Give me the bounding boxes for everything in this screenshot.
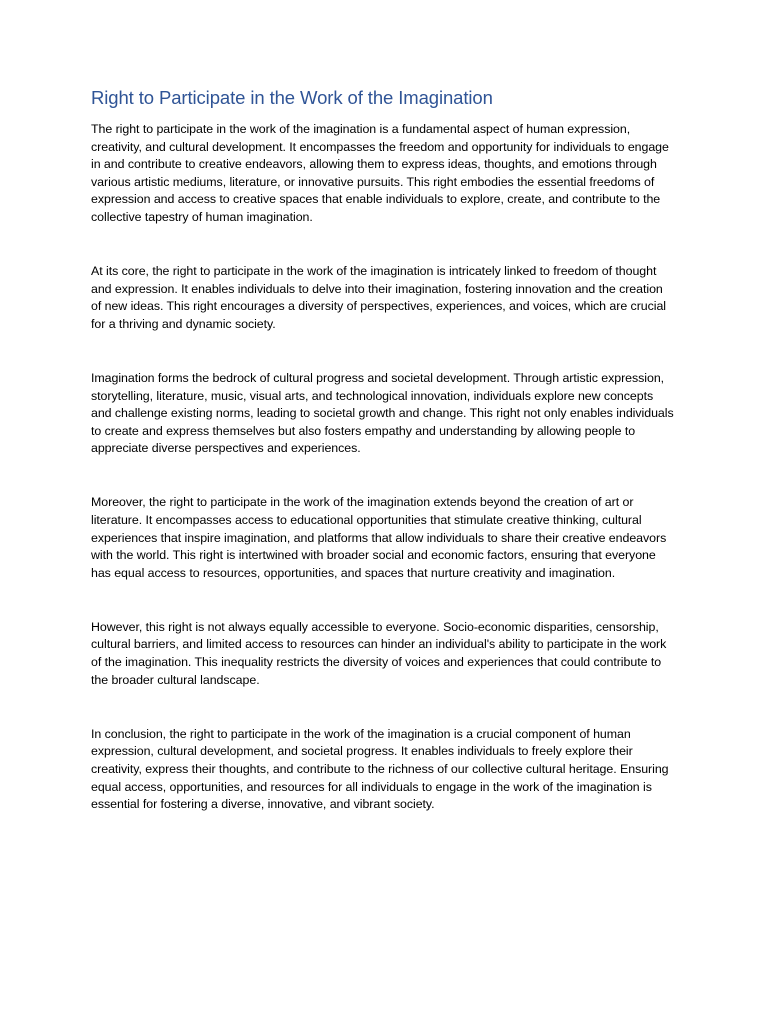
document-title: Right to Participate in the Work of the Imagination	[91, 87, 493, 108]
body-paragraph-5: However, this right is not always equally accessible to everyone. Socio-economic disparities, censorship, cultural barriers, and limited access to resources can hinder an individual's ability to participate in the work of the imagination. This inequality restricts the diversity of voices and experiences that could contribute to the broader cultural landscape.	[91, 619, 667, 687]
body-paragraph-4: Moreover, the right to participate in the work of the imagination extends beyond the creation of art or literature. It encompasses access to educational opportunities that stimulate creative thinking, cultural experiences that inspire imagination, and platforms that allow individuals to share their creative endeavors with the world. This right is intertwined with broader social and economic factors, ensuring that everyone has equal access to resources, opportunities, and spaces that nurture creativity and imagination.	[91, 495, 667, 580]
body-paragraph-3: Imagination forms the bedrock of cultural progress and societal development. Through artistic expression, storytelling, literature, music, visual arts, and technological innovation, individuals explore new concepts and challenge existing norms, leading to societal growth and change. This right not only enables individuals to create and express themselves but also fosters empathy and understanding by allowing people to appreciate diverse perspectives and experiences.	[91, 370, 674, 456]
body-paragraph-1: The right to participate in the work of the imagination is a fundamental aspect of human expression, creativity, and cultural development. It encompasses the freedom and opportunity for individuals to engage in and contribute to creative endeavors, allowing them to express ideas, thoughts, and emotions through various artistic mediums, literature, or innovative pursuits. This right embodies the essential freedoms of expression and access to creative spaces that enable individuals to explore, create, and contribute to the collective tapestry of human imagination.	[91, 122, 669, 224]
body-paragraph-6: In conclusion, the right to participate in the work of the imagination is a crucial component of human expression, cultural development, and societal progress. It enables individuals to freely explore their creativity, express their thoughts, and contribute to the richness of our collective cultural heritage. Ensuring equal access, opportunities, and resources for all individuals to engage in the work of the imagination is essential for fostering a diverse, innovative, and vibrant society.	[91, 726, 669, 812]
body-paragraph-2: At its core, the right to participate in the work of the imagination is intricately linked to freedom of thought and expression. It enables individuals to delve into their imagination, fostering innovation and the creation of new ideas. This right encourages a diversity of perspectives, experiences, and voices, which are crucial for a thriving and dynamic society.	[91, 264, 667, 331]
